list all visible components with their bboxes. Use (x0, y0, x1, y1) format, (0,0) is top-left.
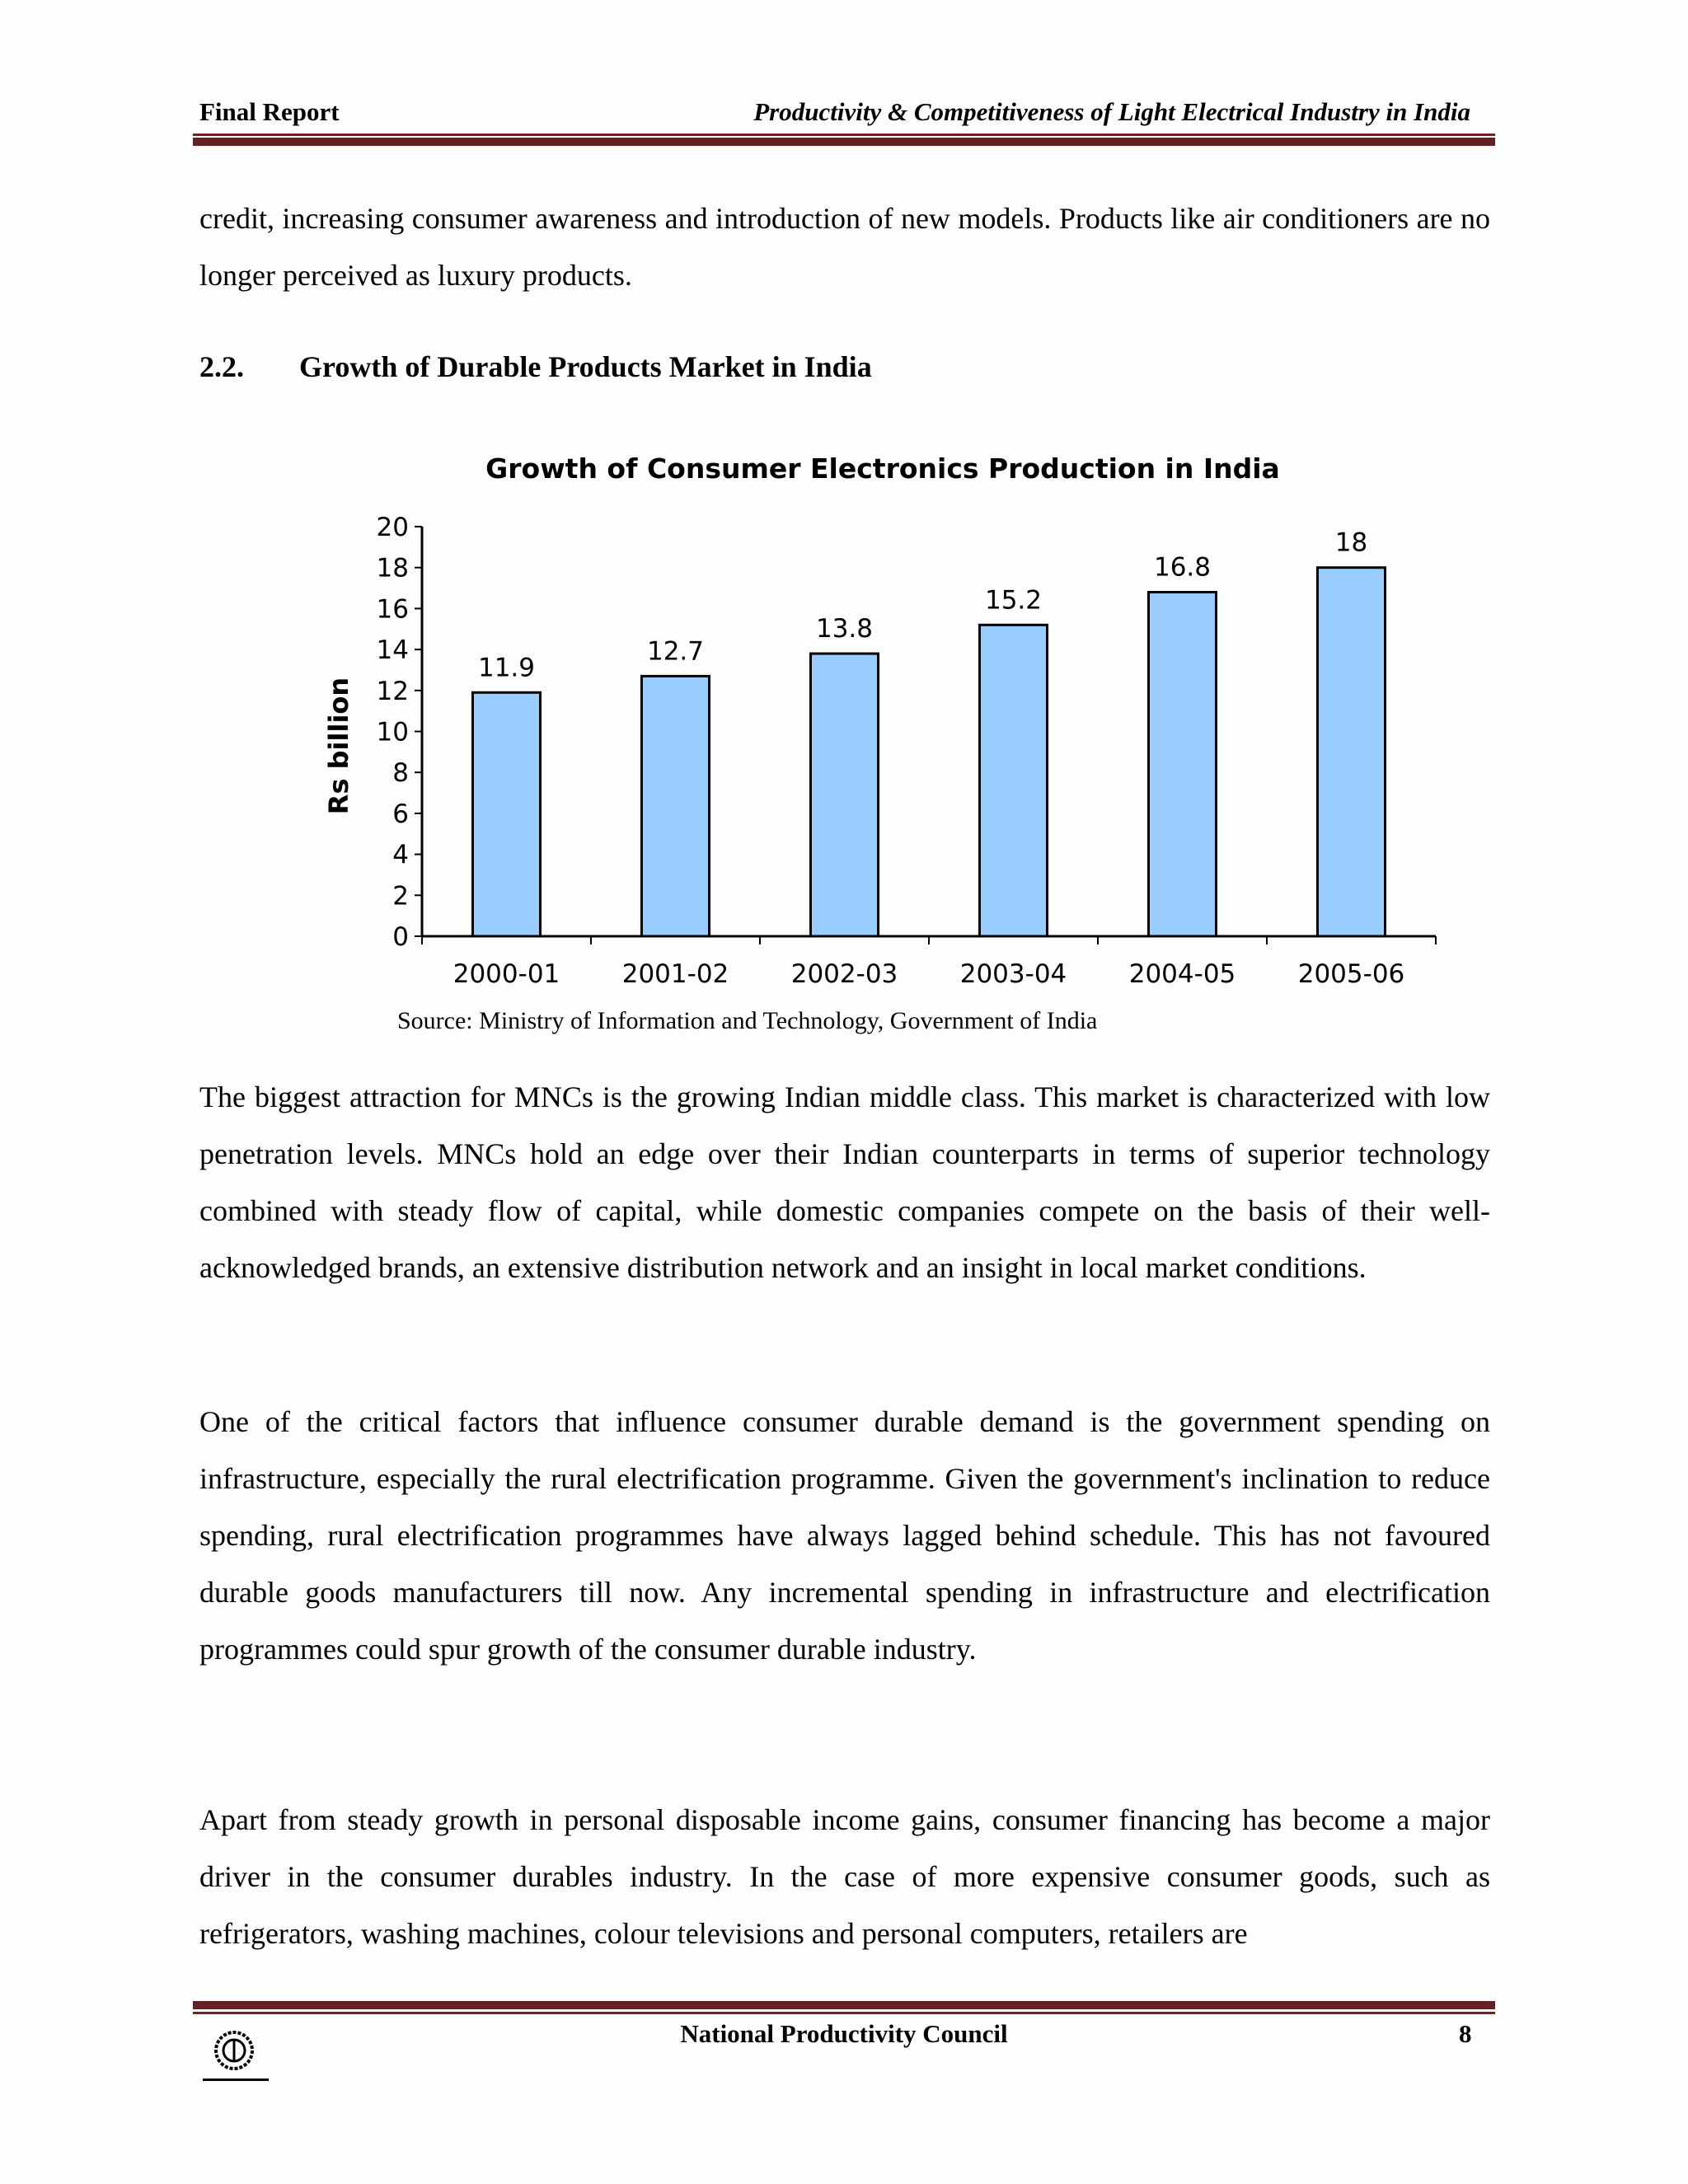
x-tick-label: 2002-03 (790, 959, 898, 989)
page-number: 8 (1459, 2019, 1472, 2048)
bar (1318, 568, 1386, 936)
data-label: 15.2 (984, 585, 1043, 616)
data-label: 12.7 (646, 636, 705, 667)
footer-text: National Productivity Council (680, 2019, 1008, 2048)
paragraph-3: One of the critical factors that influence consumer durable demand is the government spending on infrastructure, especially the rural electrification programme. Given the government's inclination to reduce spending, rural electrification programmes have always lagged behind schedule. This has not favoured durable goods manufacturers till now. Any incremental spending in infrastructure and electrification programmes could spur growth of the consumer durable industry. (199, 1405, 1490, 1666)
footer-rule-thick (193, 2001, 1495, 2009)
chart-source: Source: Ministry of Information and Technology, Government of India (397, 1007, 1098, 1034)
y-axis-label: Rs billion (323, 677, 354, 815)
y-tick-label: 4 (392, 840, 409, 870)
x-tick-label: 2000-01 (452, 959, 560, 989)
y-tick-label: 14 (376, 635, 409, 666)
section-title: Growth of Durable Products Market in India (299, 350, 872, 383)
bar (980, 625, 1048, 936)
y-tick-label: 12 (376, 676, 409, 706)
bar (642, 676, 710, 936)
data-label: 11.9 (477, 653, 536, 683)
footer-rule-thin (193, 2012, 1495, 2014)
x-tick-label: 2003-04 (959, 959, 1067, 989)
bar-chart (0, 0, 1688, 1038)
section-number: 2.2. (199, 350, 244, 383)
x-tick-label: 2001-02 (621, 959, 729, 989)
y-tick-label: 8 (392, 758, 409, 789)
data-label: 18 (1334, 527, 1368, 558)
y-tick-label: 2 (392, 881, 409, 912)
paragraph-2: The biggest attraction for MNCs is the growing Indian middle class. This market is characterized with low penetration levels. MNCs hold an edge over their Indian counterparts in terms of superior technology combined with steady flow of capital, while domestic companies compete on the basis of their well-acknowledged brands, an extensive distribution network and an insight in local market conditions. (199, 1080, 1490, 1284)
y-tick-label: 10 (376, 717, 409, 748)
bar (811, 654, 879, 936)
npc-logo-icon (196, 2021, 279, 2087)
header-right: Productivity & Competitiveness of Light Electrical Industry in India (753, 97, 1470, 126)
y-tick-label: 16 (376, 594, 409, 625)
y-tick-label: 20 (376, 513, 409, 542)
y-tick-label: 18 (376, 553, 409, 583)
y-tick-label: 0 (392, 922, 409, 952)
bar (1149, 593, 1217, 936)
x-tick-label: 2005-06 (1297, 959, 1405, 989)
chart-title: Growth of Consumer Electronics Production in India (485, 452, 1280, 485)
header-left: Final Report (199, 97, 340, 126)
y-tick-label: 6 (392, 799, 409, 829)
paragraph-4: Apart from steady growth in personal disposable income gains, consumer financing has become a major driver in the consumer durables industry. In the case of more expensive consumer goods, such as refrigerators, washing machines, colour televisions and personal computers, retailers are (199, 1803, 1490, 1950)
data-label: 16.8 (1153, 552, 1212, 583)
bar (473, 692, 541, 936)
x-tick-label: 2004-05 (1128, 959, 1236, 989)
data-label: 13.8 (815, 614, 874, 644)
paragraph-1: credit, increasing consumer awareness and introduction of new models. Products like air conditioners are no longer perceived as luxury products. (199, 202, 1490, 292)
